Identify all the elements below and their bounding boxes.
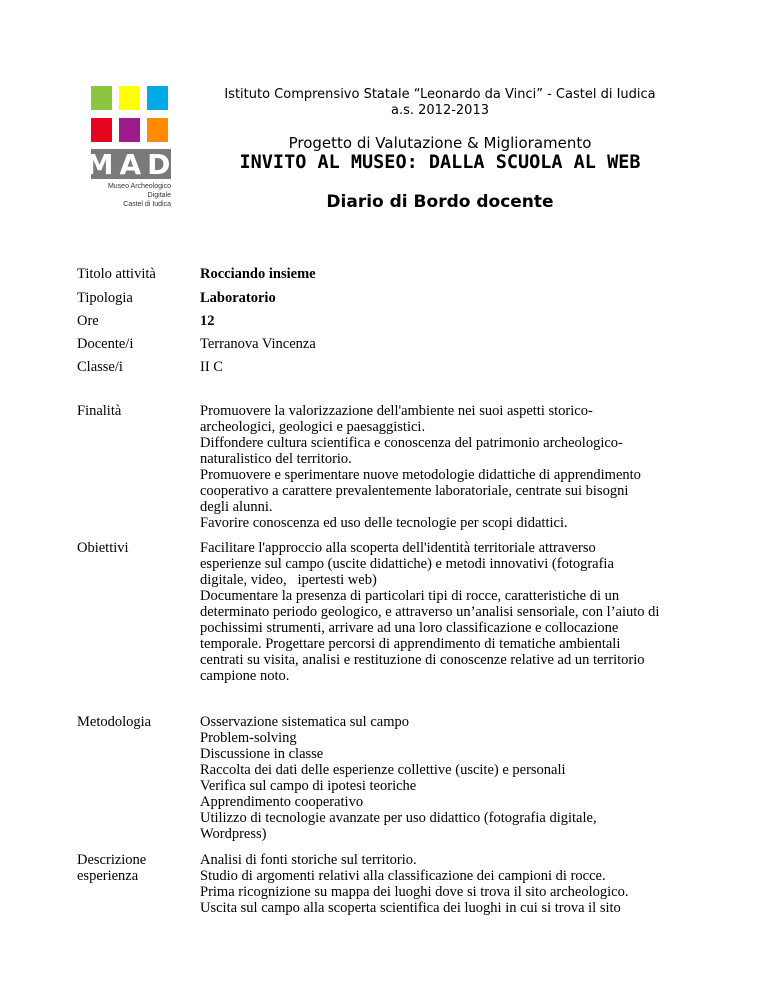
label-line: Descrizione: [77, 852, 147, 868]
text-line: Apprendimento cooperativo: [200, 794, 364, 810]
text-line: Problem-solving: [200, 730, 297, 746]
logo-square-orange: [147, 118, 168, 142]
info-label: Ore: [77, 313, 99, 329]
section-text-obiettivi: [200, 540, 710, 684]
text-line: degli alunni.: [200, 499, 273, 515]
document-title: INVITO AL MUSEO: DALLA SCUOLA AL WEB: [239, 152, 641, 173]
text-line: esperienze sul campo (uscite didattiche) e metodi innovativi (fotografia: [200, 556, 614, 572]
institute-name: Istituto Comprensivo Statale “Leonardo da Vinci” - Castel di Iudica: [224, 87, 656, 102]
text-line: naturalistico del territorio.: [200, 451, 352, 467]
text-line: Favorire conoscenza ed uso delle tecnologie per scopi didattici.: [200, 515, 568, 531]
text-line: temporale. Progettare percorsi di apprendimento di tematiche ambientali: [200, 636, 621, 652]
institute-header: [200, 87, 680, 119]
mad-logo: [85, 86, 177, 208]
project-name: Progetto di Valutazione & Miglioramento: [288, 134, 592, 152]
text-line: centrati su visita, analisi e restituzione di conoscenze relative ad un territorio: [200, 652, 645, 668]
section-label-descrizione: [77, 852, 192, 884]
text-line: Raccolta dei dati delle esperienze collettive (uscite) e personali: [200, 762, 566, 778]
logo-letters: [85, 148, 177, 181]
document-subtitle: Diario di Bordo docente: [326, 192, 554, 212]
info-label: Classe/i: [77, 359, 123, 375]
info-value: Rocciando insieme: [200, 266, 316, 282]
section-text-metodologia: [200, 714, 710, 842]
text-line: Analisi di fonti storiche sul territorio.: [200, 852, 417, 868]
section-text-finalita: [200, 403, 710, 531]
info-value: 12: [200, 313, 215, 329]
text-line: Uscita sul campo alla scoperta scientifica dei luoghi in cui si trova il sito: [200, 900, 621, 916]
text-line: Wordpress): [200, 826, 267, 842]
school-year: a.s. 2012-2013: [391, 103, 489, 118]
text-line: campione noto.: [200, 668, 290, 684]
text-line: Discussione in classe: [200, 746, 324, 762]
text-line: archeologici, geologici e paesaggistici.: [200, 419, 426, 435]
svg-text:MAD: MAD: [85, 148, 177, 181]
text-line: pochissimi strumenti, arrivare ad una loro classificazione e collocazione: [200, 620, 619, 636]
section-label-finalita: Finalità: [77, 403, 122, 419]
text-line: Documentare la presenza di particolari tipi di rocce, caratteristiche di un: [200, 588, 620, 604]
text-line: Diffondere cultura scientifica e conoscenza del patrimonio archeologico-: [200, 435, 623, 451]
text-line: Promuovere la valorizzazione dell'ambiente nei suoi aspetti storico-: [200, 403, 593, 419]
text-line: Verifica sul campo di ipotesi teoriche: [200, 778, 417, 794]
text-line: Prima ricognizione su mappa dei luoghi dove si trova il sito archeologico.: [200, 884, 629, 900]
text-line: Promuovere e sperimentare nuove metodologie didattiche di apprendimento: [200, 467, 641, 483]
info-label: Tipologia: [77, 290, 133, 306]
text-line: Utilizzo di tecnologie avanzate per uso didattico (fotografia digitale,: [200, 810, 597, 826]
info-value: II C: [200, 359, 223, 375]
logo-square-blue: [147, 86, 168, 110]
logo-caption-line: Museo Archeologico Digitale: [107, 183, 171, 199]
section-text-descrizione: [200, 852, 710, 916]
section-label-metodologia: Metodologia: [77, 714, 152, 730]
logo-square-green: [91, 86, 112, 110]
logo-square-purple: [119, 118, 140, 142]
logo-caption-line: Castel di Iudica: [123, 201, 171, 208]
text-line: determinato periodo geologico, e attraverso un’analisi sensoriale, con l’aiuto di: [200, 604, 660, 620]
logo-caption: [91, 182, 171, 209]
info-label: Titolo attività: [77, 266, 156, 282]
logo-square-yellow: [119, 86, 140, 110]
info-value: Terranova Vincenza: [200, 336, 316, 352]
logo-square-red: [91, 118, 112, 142]
text-line: digitale, video, ipertesti web): [200, 572, 377, 588]
text-line: Facilitare l'approccio alla scoperta dell'identità territoriale attraverso: [200, 540, 596, 556]
text-line: Osservazione sistematica sul campo: [200, 714, 409, 730]
info-label: Docente/i: [77, 336, 134, 352]
text-line: Studio di argomenti relativi alla classificazione dei campioni di rocce.: [200, 868, 606, 884]
label-line: esperienza: [77, 868, 139, 884]
text-line: cooperativo a carattere prevalentemente laboratoriale, centrate sui bisogni: [200, 483, 629, 499]
info-value: Laboratorio: [200, 290, 276, 306]
section-label-obiettivi: Obiettivi: [77, 540, 129, 556]
